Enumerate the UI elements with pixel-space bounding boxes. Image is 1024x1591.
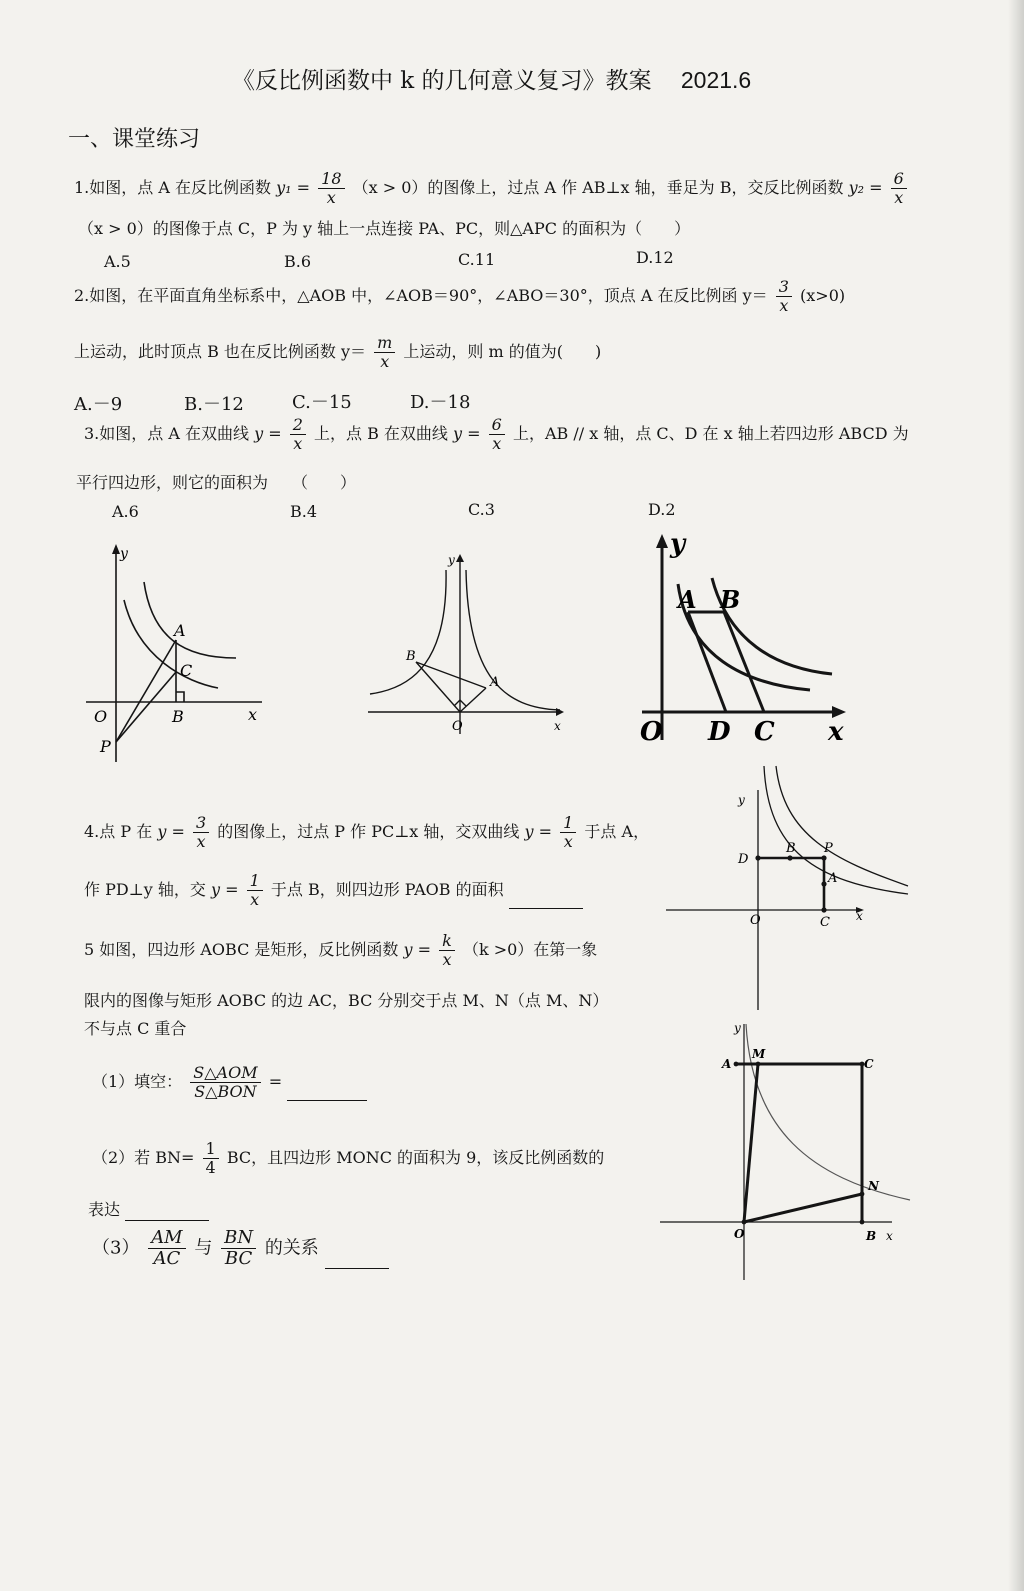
fig5-label-m: M: [752, 1047, 766, 1061]
fig5-label-o: O: [734, 1227, 745, 1241]
q4-text-a: 4.点 P 在: [84, 821, 153, 841]
q1-line2: （x > 0）的图像于点 C，P 为 y 轴上一点连接 PA、PC，则△APC 的面积为（ ）: [78, 219, 691, 238]
fig5-segment-om: [744, 1064, 758, 1222]
fig1-y-arrow: [112, 544, 120, 554]
fig5-curve: [746, 1024, 910, 1200]
q3-frac-a: [290, 416, 306, 453]
q1-y2: y₂ =: [848, 177, 883, 197]
fig3-segment-bc: [724, 612, 764, 712]
q5-sub2-text-b: BC，且四边形 MONC 的面积为 9，该反比例函数的: [226, 1147, 605, 1167]
fig5-point-a: [734, 1062, 739, 1067]
q3-frac-b-num: 6: [489, 416, 505, 435]
q5-yk: y =: [403, 939, 432, 959]
fig2-y-arrow: [456, 554, 464, 562]
q5-sub3-mid: 与: [194, 1237, 213, 1259]
q2-frac1: [776, 278, 792, 315]
title-date: 2021.6: [680, 67, 752, 93]
fig1-segment-pa: [116, 640, 176, 742]
fig1-label-b: B: [172, 707, 184, 726]
fig2-label-y: y: [448, 553, 455, 567]
q4-line2: [84, 872, 583, 909]
q5-sub3-frac1: [148, 1228, 185, 1269]
fig4-point-p: [821, 855, 826, 860]
q3-text-a: 3.如图，点 A 在双曲线: [84, 423, 249, 443]
q1-line1: [74, 170, 910, 207]
q5-sub2-line2: [88, 1198, 209, 1221]
fig4-label-x: x: [856, 909, 863, 923]
q2-frac2-den: x: [380, 351, 390, 371]
q4-frac-b-den: x: [563, 831, 573, 851]
q5-line2: 限内的图像与矩形 AOBC 的边 AC，BC 分别交于点 M、N（点 M、N）: [84, 991, 609, 1010]
q1-option-a[interactable]: A.5: [104, 252, 131, 271]
q3-frac-a-num: 2: [290, 416, 306, 435]
q5-sub3-den2: BC: [224, 1248, 253, 1270]
fig3-label-a: A: [678, 585, 697, 614]
q4-yc: y =: [210, 879, 239, 899]
q3-option-c[interactable]: C.3: [468, 500, 495, 519]
fig2-x-arrow: [556, 708, 564, 716]
q2-text-a: 2.如图，在平面直角坐标系中，△AOB 中，∠AOB＝90°，∠ABO＝30°，顶点 A 在反比例函 y＝: [74, 285, 768, 305]
fig5-point-n: [860, 1192, 865, 1197]
q5-line3: 不与点 C 重合: [84, 1019, 187, 1038]
fig1-label-o: O: [94, 707, 108, 726]
fig1-outer-curve: [124, 600, 218, 688]
fig2-right-curve: [466, 570, 560, 710]
section-heading: 一、课堂练习: [68, 127, 201, 152]
q4-line1: [84, 814, 649, 851]
fig4-point-d: [755, 855, 760, 860]
q2-option-a[interactable]: A.－9: [74, 394, 123, 415]
fig5-label-a: A: [722, 1057, 732, 1071]
fig5-label-c: C: [864, 1057, 874, 1071]
q5-sub1-eq: =: [268, 1071, 283, 1091]
fig2-segment-oa: [460, 688, 486, 712]
q5-text-b: （k >0）在第一象: [462, 939, 598, 959]
figure-4: [664, 760, 914, 1010]
fig4-label-p: P: [824, 841, 833, 856]
q4-frac-c-num: 1: [247, 872, 263, 891]
fig1-label-p: P: [100, 737, 111, 756]
q1-option-d[interactable]: D.12: [636, 248, 674, 267]
q4-frac-a: [193, 814, 209, 851]
fig1-label-a: A: [174, 621, 186, 640]
q1-frac2-num: 6: [891, 170, 907, 189]
q3-text-c: 上，AB // x 轴，点 C、D 在 x 轴上若四边形 ABCD 为: [512, 423, 909, 443]
q4-frac-c-den: x: [250, 889, 260, 909]
fig4-label-a: A: [828, 871, 838, 886]
fig1-segment-pc: [116, 672, 176, 742]
fig1-label-y: y: [120, 546, 128, 562]
fig2-segment-ab: [416, 662, 486, 688]
fig5-point-o: [742, 1220, 747, 1225]
q1-frac1-den: x: [326, 187, 336, 207]
q2-line2: [74, 334, 601, 371]
fig4-point-c: [821, 907, 826, 912]
q4-frac-c: [247, 872, 263, 909]
q5-line1: [84, 932, 597, 969]
q5-sub3-end: 的关系: [264, 1237, 319, 1259]
fig1-right-angle: [176, 692, 184, 702]
fig4-point-a: [821, 881, 826, 886]
q5-frac-k-num: k: [439, 932, 455, 951]
q1-frac1: [318, 170, 344, 207]
q5-sub1-frac: [190, 1064, 260, 1101]
q4-yb: y =: [524, 821, 553, 841]
figure-1: [86, 540, 276, 770]
fig4-label-b: B: [786, 841, 796, 856]
fig3-y-arrow: [656, 534, 668, 548]
q3-option-d[interactable]: D.2: [648, 500, 676, 519]
fig1-label-x: x: [248, 705, 258, 724]
q5-sub3-blank[interactable]: [325, 1246, 389, 1269]
q4-frac-b: [560, 814, 576, 851]
q5-sub2-blank[interactable]: [125, 1198, 209, 1221]
q5-sub3-num1: AM: [148, 1228, 185, 1249]
fig3-label-x: x: [828, 717, 844, 747]
q1-option-c[interactable]: C.11: [458, 250, 496, 269]
fig4-point-b: [787, 855, 792, 860]
q5-sub3-label: （3）: [92, 1237, 140, 1259]
q5-sub2-num: 1: [203, 1140, 219, 1159]
q3-ya: y =: [254, 423, 282, 443]
q3-text-b: 上，点 B 在双曲线: [314, 423, 448, 443]
figure-3: [634, 528, 856, 750]
fig2-label-x: x: [554, 719, 561, 733]
fig4-curve-k3: [776, 766, 908, 886]
q4-text-b: 的图像上，过点 P 作 PC⊥x 轴，交双曲线: [217, 821, 520, 841]
fig5-point-b: [860, 1220, 865, 1225]
q5-text-a: 5 如图，四边形 AOBC 是矩形，反比例函数: [84, 939, 399, 959]
q2-text-b: 上运动，此时顶点 B 也在反比例函数 y＝: [74, 341, 367, 361]
fig4-label-c: C: [820, 915, 830, 930]
q5-frac-k: [439, 932, 455, 969]
q5-sub2-text-a: （2）若 BN=: [92, 1147, 195, 1167]
figure-5: [660, 1018, 912, 1282]
q4-text-c: 于点 A，: [584, 821, 650, 841]
q3-option-b[interactable]: B.4: [290, 502, 318, 521]
q5-sub2: [92, 1140, 604, 1177]
q1-option-b[interactable]: B.6: [284, 252, 312, 271]
fig3-segment-ad: [688, 612, 726, 712]
fig1-label-c: C: [180, 661, 193, 680]
q2-line1: [74, 278, 845, 315]
q1-y1: y₁ =: [276, 177, 311, 197]
q5-sub3: [92, 1228, 389, 1269]
q4-text-e: 于点 B，则四边形 PAOB 的面积: [270, 879, 504, 899]
q1-frac1-num: 18: [318, 170, 344, 189]
q5-sub2-text-c: 表达: [88, 1200, 121, 1219]
q1-frac2: [891, 170, 907, 207]
fig5-point-m: [756, 1062, 761, 1067]
q5-sub1-blank[interactable]: [287, 1078, 367, 1101]
q2-frac2: [374, 334, 395, 371]
page-edge-shadow: [1008, 0, 1024, 1591]
q3-line1: [84, 416, 909, 453]
fig4-label-d: D: [738, 852, 749, 867]
q5-sub3-den1: AC: [153, 1248, 181, 1270]
fig2-left-curve: [370, 570, 446, 694]
q2-frac1-num: 3: [776, 278, 792, 297]
q1-frac2-den: x: [894, 187, 904, 207]
fig5-label-n: N: [868, 1179, 879, 1193]
q4-frac-b-num: 1: [560, 814, 576, 833]
fig4-label-o: O: [750, 913, 761, 928]
page-title: [232, 62, 751, 95]
q3-frac-b-den: x: [492, 433, 502, 453]
q1-text-b: （x > 0）的图像上，过点 A 作 AB⊥x 轴，垂足为 B，交反比例函数: [352, 177, 844, 197]
q5-sub1: [92, 1064, 367, 1101]
q4-frac-a-den: x: [196, 831, 206, 851]
q2-option-d[interactable]: D.－18: [410, 392, 471, 413]
fig5-segment-on: [744, 1194, 862, 1222]
q5-sub2-den: 4: [205, 1157, 216, 1177]
fig5-label-x: x: [886, 1229, 893, 1243]
q3-yb: y =: [453, 423, 481, 443]
fig1-inner-curve: [144, 582, 236, 658]
q2-option-b[interactable]: B.－12: [184, 394, 244, 415]
q5-frac-k-den: x: [442, 949, 452, 969]
q3-frac-b: [489, 416, 505, 453]
fig2-label-a: A: [490, 675, 500, 690]
fig3-label-b: B: [720, 585, 741, 614]
fig3-label-c: C: [754, 717, 775, 747]
q2-option-c[interactable]: C.－15: [292, 392, 352, 413]
fig3-label-d: D: [708, 717, 731, 747]
q4-text-d: 作 PD⊥y 轴，交: [84, 879, 206, 899]
q3-option-a[interactable]: A.6: [112, 502, 139, 521]
q2-frac1-den: x: [779, 295, 789, 315]
fig3-label-o: O: [640, 717, 663, 747]
fig2-label-b: B: [406, 649, 416, 664]
q5-sub2-frac: [203, 1140, 219, 1177]
q5-sub1-den: S△BON: [194, 1081, 257, 1101]
q2-cond: (x>0): [800, 285, 846, 305]
q5-sub3-num2: BN: [221, 1228, 256, 1249]
q4-ya: y =: [157, 821, 185, 841]
q5-sub1-label: （1）填空：: [92, 1071, 183, 1091]
q4-frac-a-num: 3: [193, 814, 209, 833]
fig3-label-y: y: [670, 529, 686, 559]
figure-2: [364, 548, 574, 738]
q1-text-a: 1.如图，点 A 在反比例函数: [74, 177, 271, 197]
q2-frac2-num: m: [374, 334, 395, 353]
q2-text-c: 上运动，则 m 的值为( ): [403, 341, 602, 361]
fig2-label-o: O: [452, 719, 463, 734]
q3-line2: 平行四边形，则它的面积为 （ ）: [76, 473, 357, 492]
q5-sub3-frac2: [221, 1228, 256, 1269]
title-text: 《反比例函数中 k 的几何意义复习》教案: [232, 68, 652, 94]
q5-sub1-num: S△AOM: [190, 1064, 260, 1083]
q4-answer-blank[interactable]: [509, 886, 583, 909]
fig5-label-b: B: [866, 1229, 877, 1243]
fig4-label-y: y: [738, 793, 745, 807]
q3-frac-a-den: x: [293, 433, 303, 453]
fig5-label-y: y: [734, 1021, 741, 1035]
